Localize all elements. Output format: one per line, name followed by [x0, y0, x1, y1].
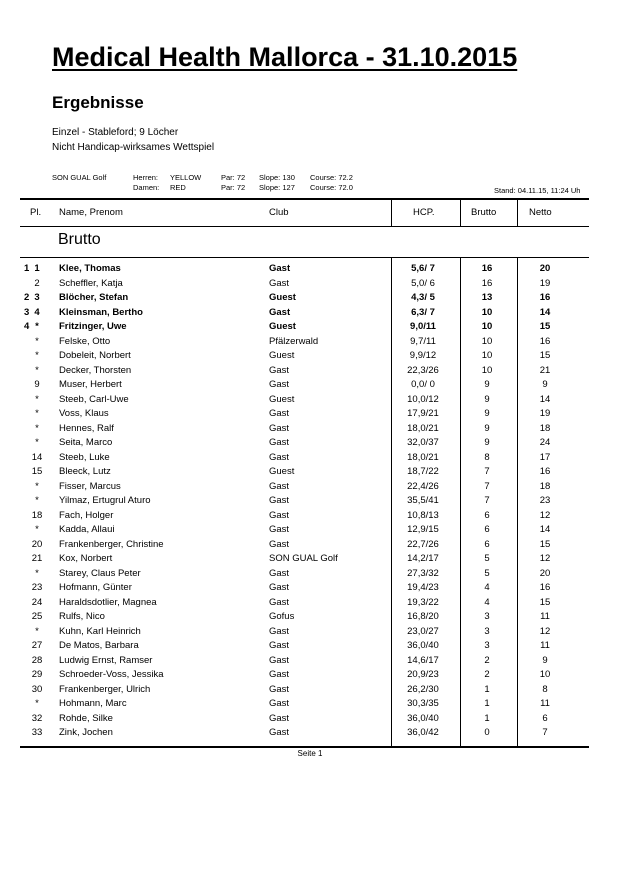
player-name: Frankenberger, Ulrich [59, 683, 151, 695]
table-row [0, 262, 620, 277]
column-header-name: Name, Prenom [59, 207, 123, 218]
herren-course-rating: Course: 72.2 [310, 173, 353, 182]
player-hcp: 36,0/40 [407, 712, 439, 724]
table-row [0, 726, 620, 741]
table-row [0, 668, 620, 683]
netto-score: 7 [542, 727, 548, 738]
player-name: Fach, Holger [59, 509, 114, 521]
header-bottom-rule [20, 226, 589, 227]
placing: 9 [34, 379, 40, 390]
brutto-score: 9 [484, 437, 490, 448]
player-hcp: 19,3/22 [407, 596, 439, 608]
brutto-score: 10 [481, 350, 493, 361]
brutto-score: 10 [481, 364, 493, 376]
award-rank: 3 [24, 306, 30, 318]
table-row [0, 306, 620, 321]
player-club: Guest [269, 292, 296, 303]
placing: 20 [31, 538, 43, 550]
netto-score: 9 [542, 654, 548, 666]
brutto-score: 4 [484, 582, 490, 593]
player-name: Blöcher, Stefan [59, 292, 129, 303]
netto-score: 6 [542, 712, 548, 724]
placing: 25 [31, 611, 43, 622]
player-hcp: 30,3/35 [407, 698, 439, 709]
table-row [0, 364, 620, 379]
player-hcp: 17,9/21 [407, 408, 439, 419]
placing: 4 [34, 306, 40, 318]
brutto-score: 4 [484, 596, 490, 608]
brutto-score: 6 [484, 524, 490, 535]
table-row [0, 378, 620, 393]
player-club: Gast [269, 480, 290, 492]
player-club: Gast [269, 712, 290, 724]
player-name: Hennes, Ralf [59, 422, 114, 434]
table-row [0, 552, 620, 567]
damen-slope: Slope: 127 [259, 183, 295, 192]
placing: * [35, 408, 39, 419]
player-club: Gofus [269, 611, 295, 622]
placing: * [35, 422, 39, 434]
player-name: Klee, Thomas [59, 263, 121, 274]
player-name: Schroeder-Voss, Jessika [59, 669, 164, 680]
brutto-score: 7 [484, 495, 490, 506]
player-hcp: 6,3/ 7 [411, 306, 435, 318]
player-hcp: 9,9/12 [409, 350, 437, 361]
player-name: Hohmann, Marc [59, 698, 127, 709]
table-row [0, 523, 620, 538]
player-name: Hofmann, Günter [59, 582, 132, 593]
player-name: Voss, Klaus [59, 408, 109, 419]
brutto-score: 2 [484, 654, 490, 666]
player-hcp: 9,7/11 [410, 335, 436, 347]
column-header-hcp: HCP. [413, 207, 435, 218]
player-name: Steeb, Luke [59, 451, 110, 463]
player-club: Gast [269, 364, 290, 376]
player-club: Gast [269, 582, 290, 593]
player-club: Pfälzerwald [269, 335, 319, 347]
placing: 23 [31, 582, 43, 593]
table-row [0, 639, 620, 654]
netto-score: 15 [539, 321, 551, 332]
player-hcp: 36,0/42 [407, 727, 439, 738]
player-name: Steeb, Carl-Uwe [59, 393, 129, 405]
page-number: Seite 1 [297, 749, 323, 758]
placing: 29 [31, 669, 43, 680]
table-bottom-rule [20, 746, 589, 748]
brutto-score: 7 [484, 466, 490, 477]
placing: * [35, 437, 39, 448]
brutto-score: 9 [484, 379, 490, 390]
table-row [0, 509, 620, 524]
award-rank: 2 [24, 292, 30, 303]
brutto-score: 1 [484, 712, 490, 724]
placing: * [35, 364, 39, 376]
table-row [0, 654, 620, 669]
table-row [0, 697, 620, 712]
player-hcp: 9,0/11 [410, 321, 436, 332]
player-club: Guest [269, 321, 296, 332]
placing: 18 [31, 509, 43, 521]
col-divider-hcp [391, 200, 392, 226]
player-club: Gast [269, 640, 290, 651]
brutto-score: 7 [484, 480, 490, 492]
placing: * [35, 625, 39, 637]
table-row [0, 610, 620, 625]
column-header-netto: Netto [529, 207, 552, 218]
player-name: Seita, Marco [59, 437, 113, 448]
player-hcp: 10,0/12 [407, 393, 439, 405]
player-club: Gast [269, 727, 290, 738]
table-row [0, 712, 620, 727]
damen-tee: RED [170, 183, 186, 192]
player-name: De Matos, Barbara [59, 640, 139, 651]
player-club: Gast [269, 625, 290, 637]
table-row [0, 683, 620, 698]
netto-score: 19 [539, 408, 551, 419]
player-club: Gast [269, 538, 290, 550]
placing: * [35, 524, 39, 535]
netto-score: 11 [540, 611, 550, 622]
netto-score: 18 [539, 480, 551, 492]
player-hcp: 18,0/21 [407, 451, 439, 463]
player-name: Fisser, Marcus [59, 480, 121, 492]
netto-score: 21 [539, 364, 551, 376]
player-hcp: 18,7/22 [407, 466, 439, 477]
player-hcp: 12,9/15 [407, 524, 439, 535]
player-name: Haraldsdotlier, Magnea [59, 596, 157, 608]
brutto-score: 16 [481, 263, 493, 274]
player-hcp: 22,3/26 [407, 364, 439, 376]
brutto-score: 10 [481, 321, 493, 332]
brutto-score: 5 [484, 567, 490, 579]
table-row [0, 277, 620, 292]
table-row [0, 480, 620, 495]
placing: 21 [31, 553, 43, 564]
player-name: Scheffler, Katja [59, 277, 123, 289]
player-club: Gast [269, 408, 290, 419]
player-name: Felske, Otto [59, 335, 111, 347]
player-name: Rohde, Silke [59, 712, 113, 724]
placing: 14 [31, 451, 43, 463]
placing: * [35, 698, 39, 709]
course-name: SON GUAL Golf [52, 173, 107, 182]
section-title: Brutto [58, 231, 101, 248]
placing: 27 [31, 640, 43, 651]
player-hcp: 23,0/27 [407, 625, 439, 637]
player-name: Muser, Herbert [59, 379, 122, 390]
netto-score: 16 [539, 292, 551, 303]
player-name: Kadda, Allaui [59, 524, 115, 535]
brutto-score: 0 [484, 727, 490, 738]
player-club: Guest [269, 393, 295, 405]
player-hcp: 20,9/23 [407, 669, 439, 680]
player-hcp: 27,3/32 [407, 567, 439, 579]
column-header-brutto: Brutto [471, 207, 497, 218]
player-hcp: 22,4/26 [407, 480, 439, 492]
netto-score: 24 [539, 437, 551, 448]
table-row [0, 625, 620, 640]
player-name: Decker, Thorsten [59, 364, 132, 376]
table-row [0, 465, 620, 480]
netto-score: 11 [540, 640, 550, 651]
brutto-score: 2 [484, 669, 490, 680]
player-name: Dobeleit, Norbert [59, 350, 131, 361]
player-name: Kleinsman, Bertho [59, 306, 143, 318]
placing: 24 [31, 596, 43, 608]
table-row [0, 581, 620, 596]
player-hcp: 16,8/20 [407, 611, 439, 622]
player-club: Gast [269, 306, 291, 318]
brutto-score: 3 [484, 640, 490, 651]
player-hcp: 26,2/30 [407, 683, 439, 695]
brutto-score: 9 [484, 393, 490, 405]
netto-score: 10 [539, 669, 551, 680]
table-row [0, 451, 620, 466]
col-divider-netto [517, 200, 518, 226]
netto-score: 16 [539, 466, 551, 477]
player-hcp: 35,5/41 [407, 495, 439, 506]
netto-score: 8 [542, 683, 548, 695]
netto-score: 18 [539, 422, 551, 434]
table-row [0, 407, 620, 422]
placing: 2 [34, 277, 40, 289]
brutto-score: 9 [484, 422, 490, 434]
netto-score: 16 [539, 335, 551, 347]
player-club: Gast [269, 495, 290, 506]
netto-score: 12 [539, 553, 551, 564]
damen-par: Par: 72 [221, 183, 246, 192]
netto-score: 23 [539, 495, 551, 506]
netto-score: 20 [539, 263, 551, 274]
table-row [0, 567, 620, 582]
player-club: Gast [269, 654, 290, 666]
table-row [0, 335, 620, 350]
netto-score: 9 [542, 379, 548, 390]
player-hcp: 14,6/17 [407, 654, 439, 666]
brutto-score: 3 [484, 625, 490, 637]
player-hcp: 14,2/17 [407, 553, 439, 564]
player-club: Gast [269, 567, 290, 579]
herren-slope: Slope: 130 [259, 173, 295, 182]
brutto-score: 8 [484, 451, 490, 463]
table-row [0, 349, 620, 364]
player-name: Zink, Jochen [59, 727, 113, 738]
table-row [0, 436, 620, 451]
page-title: Medical Health Mallorca - 31.10.2015 [52, 42, 518, 72]
player-name: Fritzinger, Uwe [59, 321, 127, 332]
herren-label: Herren: [133, 173, 159, 182]
player-club: Guest [269, 350, 295, 361]
player-club: Gast [269, 524, 290, 535]
player-name: Ludwig Ernst, Ramser [59, 654, 153, 666]
player-name: Rulfs, Nico [59, 611, 105, 622]
netto-score: 14 [539, 306, 551, 318]
table-row [0, 320, 620, 335]
player-hcp: 0,0/ 0 [411, 379, 435, 390]
placing: * [35, 350, 39, 361]
player-club: Gast [269, 451, 290, 463]
brutto-score: 1 [484, 683, 490, 695]
damen-course-rating: Course: 72.0 [310, 183, 353, 192]
placing: * [35, 567, 39, 579]
column-header-club: Club [269, 207, 289, 218]
brutto-score: 10 [481, 306, 493, 318]
netto-score: 14 [539, 393, 551, 405]
player-club: Gast [269, 437, 290, 448]
player-club: Gast [269, 669, 290, 680]
competition-format: Einzel - Stableford; 9 Löcher [52, 127, 179, 138]
brutto-score: 5 [484, 553, 490, 564]
player-name: Frankenberger, Christine [59, 538, 164, 550]
netto-score: 15 [539, 350, 551, 361]
placing: * [35, 480, 39, 492]
netto-score: 17 [539, 451, 551, 463]
table-row [0, 291, 620, 306]
placing: 32 [31, 712, 43, 724]
brutto-score: 3 [484, 611, 490, 622]
placing: 15 [31, 466, 43, 477]
placing: 3 [34, 292, 40, 303]
brutto-score: 6 [484, 509, 490, 521]
player-hcp: 36,0/40 [407, 640, 439, 651]
player-name: Kox, Norbert [59, 553, 113, 564]
netto-score: 12 [539, 625, 551, 637]
player-club: Gast [269, 422, 290, 434]
table-row [0, 596, 620, 611]
player-hcp: 22,7/26 [407, 538, 439, 550]
placing: 1 [34, 263, 40, 274]
results-table [0, 262, 620, 741]
netto-score: 15 [539, 538, 551, 550]
brutto-score: 9 [484, 408, 490, 419]
page-subtitle: Ergebnisse [52, 93, 144, 112]
netto-score: 15 [539, 596, 551, 608]
placing: 30 [31, 683, 43, 695]
brutto-score: 16 [481, 277, 493, 289]
player-club: Gast [269, 379, 290, 390]
herren-par: Par: 72 [221, 173, 246, 182]
player-club: Gast [269, 683, 290, 695]
placing: 28 [31, 654, 43, 666]
header-top-rule [20, 198, 589, 200]
player-name: Starey, Claus Peter [59, 567, 141, 579]
table-row [0, 422, 620, 437]
player-club: Gast [269, 509, 290, 521]
stand-timestamp: Stand: 04.11.15, 11:24 Uh [494, 186, 581, 195]
brutto-score: 13 [481, 292, 493, 303]
brutto-score: 1 [484, 698, 490, 709]
brutto-score: 6 [484, 538, 490, 550]
col-divider-brutto [460, 200, 461, 226]
player-hcp: 19,4/23 [407, 582, 439, 593]
award-rank: 1 [24, 263, 30, 274]
player-hcp: 5,6/ 7 [411, 263, 435, 274]
player-hcp: 5,0/ 6 [411, 277, 435, 289]
netto-score: 20 [539, 567, 551, 579]
player-hcp: 32,0/37 [407, 437, 439, 448]
placing: * [35, 495, 39, 506]
brutto-score: 10 [481, 335, 493, 347]
section-rule [20, 257, 589, 258]
player-name: Kuhn, Karl Heinrich [59, 625, 141, 637]
player-club: Gast [269, 596, 290, 608]
netto-score: 14 [539, 524, 551, 535]
netto-score: 16 [539, 582, 551, 593]
table-row [0, 494, 620, 509]
player-club: Guest [269, 466, 295, 477]
player-hcp: 10,8/13 [407, 509, 439, 521]
competition-type: Nicht Handicap-wirksames Wettspiel [52, 142, 215, 153]
netto-score: 11 [540, 698, 550, 709]
award-rank: 4 [24, 321, 30, 332]
player-club: SON GUAL Golf [269, 553, 338, 564]
netto-score: 12 [539, 509, 551, 521]
herren-tee: YELLOW [170, 173, 202, 182]
table-row [0, 393, 620, 408]
column-header-pl: Pl. [30, 207, 42, 218]
player-club: Gast [269, 277, 290, 289]
player-club: Gast [269, 263, 291, 274]
netto-score: 19 [539, 277, 551, 289]
player-hcp: 4,3/ 5 [411, 292, 435, 303]
table-row [0, 538, 620, 553]
placing: * [35, 335, 39, 347]
player-club: Gast [269, 698, 290, 709]
placing: * [35, 321, 39, 332]
player-hcp: 18,0/21 [407, 422, 439, 434]
player-name: Bleeck, Lutz [59, 466, 111, 477]
placing: * [35, 393, 39, 405]
player-name: Yilmaz, Ertugrul Aturo [59, 495, 151, 506]
damen-label: Damen: [133, 183, 160, 192]
placing: 33 [31, 727, 43, 738]
